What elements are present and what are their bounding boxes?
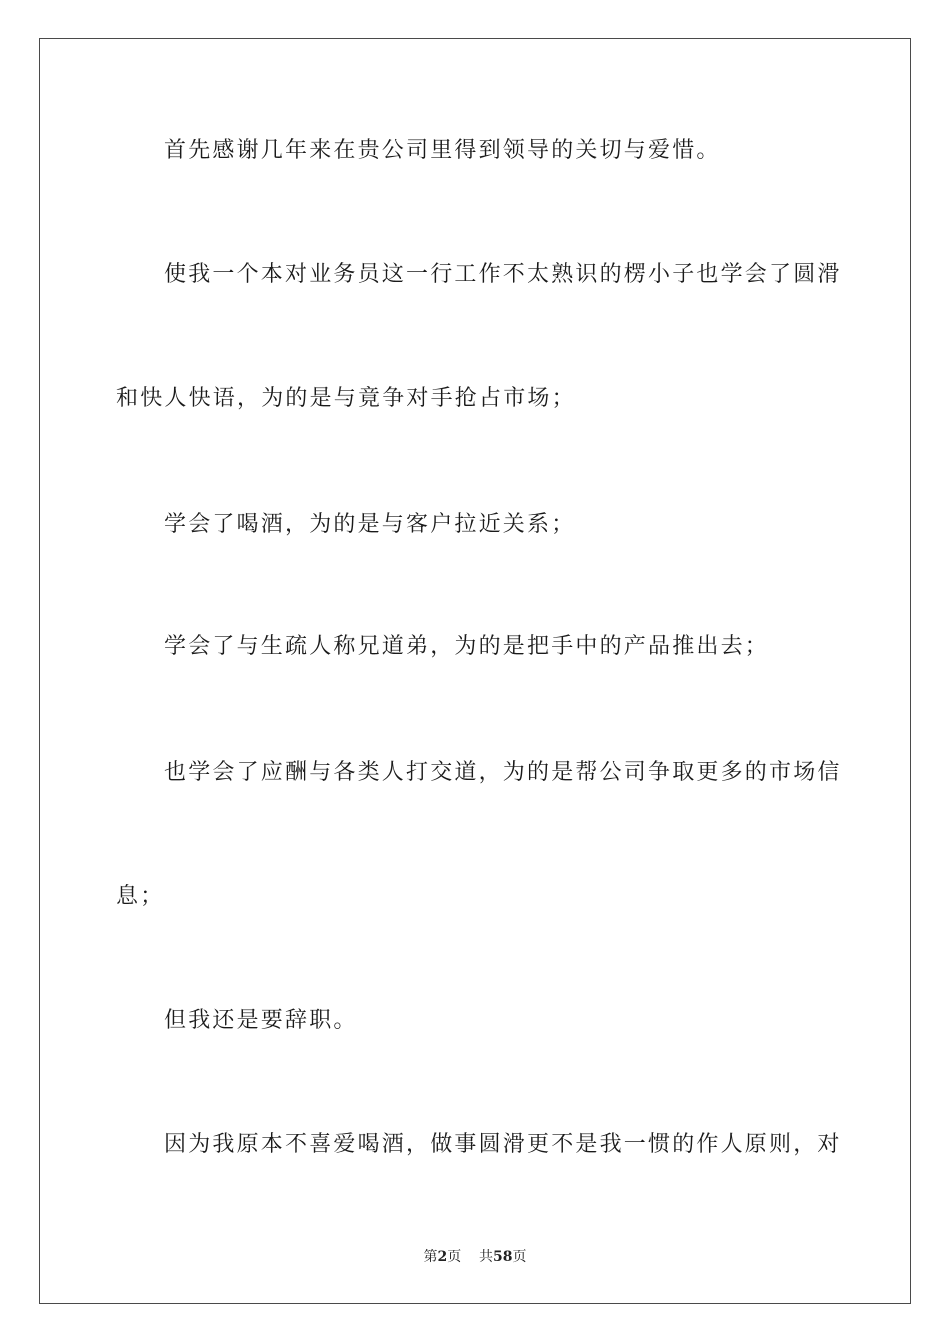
paragraph-line: 但我还是要辞职。 bbox=[164, 1008, 358, 1033]
total-pages: 58 bbox=[493, 1249, 513, 1265]
total-suffix: 页 bbox=[512, 1249, 527, 1265]
paragraph-line: 学会了喝酒，为的是与客户拉近关系； bbox=[164, 512, 576, 537]
paragraph-line: 息； bbox=[116, 884, 165, 909]
paragraph-line: 首先感谢几年来在贵公司里得到领导的关切与爱惜。 bbox=[164, 138, 721, 163]
page-footer bbox=[0, 1248, 950, 1266]
paragraph-line: 和快人快语，为的是与竟争对手抢占市场； bbox=[116, 386, 576, 411]
paragraph-line: 也学会了应酬与各类人打交道，为的是帮公司争取更多的市场信 bbox=[164, 760, 842, 785]
page-suffix: 页 bbox=[447, 1249, 462, 1265]
paragraph-line: 学会了与生疏人称兄道弟，为的是把手中的产品推出去； bbox=[164, 634, 770, 659]
page-prefix: 第 bbox=[423, 1249, 438, 1265]
page-border bbox=[39, 38, 911, 1304]
paragraph-line: 因为我原本不喜爱喝酒，做事圆滑更不是我一惯的作人原则，对 bbox=[164, 1132, 842, 1157]
paragraph-line: 使我一个本对业务员这一行工作不太熟识的楞小子也学会了圆滑 bbox=[164, 262, 842, 287]
page-number: 2 bbox=[437, 1249, 448, 1265]
total-prefix: 共 bbox=[479, 1249, 494, 1265]
